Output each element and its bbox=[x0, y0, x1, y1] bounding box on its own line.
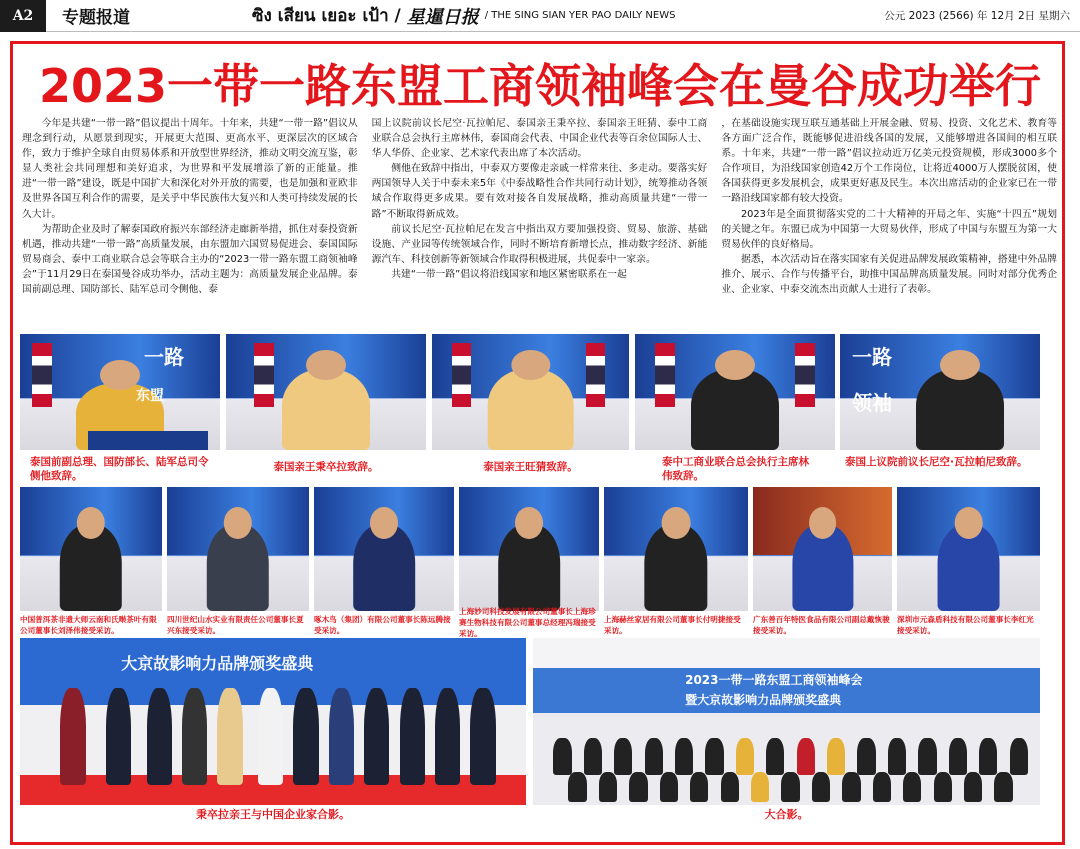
page-number: A2 bbox=[0, 0, 46, 32]
photo-caption: 泰国前副总理、国防部长、陆军总司令侧他致辞。 bbox=[30, 456, 209, 482]
headline: 2023一带一路东盟工商领袖峰会在曼谷成功举行 bbox=[38, 59, 1042, 113]
masthead bbox=[0, 0, 1080, 32]
paragraph: 共建“一带一路”倡议将沿线国家和地区紧密联系在一起 bbox=[391, 268, 627, 280]
article-body bbox=[22, 116, 1057, 328]
photo-caption: 泰中工商业联合总会执行主席林伟致辞。 bbox=[662, 456, 809, 482]
photo-group-prince bbox=[20, 638, 526, 805]
photo-caption: 中国普洱茶非遗大师云南和氏啭茶叶有限公司董事长刘泽伟接受采访。 bbox=[20, 615, 157, 635]
photo-caption: 啄木鸟（集团）有限公司董事长陈远腾接受采访。 bbox=[314, 615, 451, 635]
photo-caption: 泰国亲王旺猜致辞。 bbox=[483, 461, 578, 473]
photo-caption: 泰国亲王秉卒拉致辞。 bbox=[273, 461, 379, 473]
backdrop-text: 大京故影响力品牌颁奖盛典 bbox=[121, 654, 314, 674]
paper-name-thai: ซิง เสียน เยอะ เป้า / bbox=[252, 6, 401, 26]
paper-name-chinese: 星暹日报 bbox=[406, 6, 479, 28]
paragraph: 据悉，本次活动旨在落实国家有关促进品牌发展政策精神，搭建中外品牌推介、展示、合作与传播平台，助推中国品牌高质量发展。同时对部分优秀企业、企业家、中泰交流杰出贡献人士进行了表彰。 bbox=[721, 253, 1058, 296]
backdrop-text: 一路 bbox=[144, 344, 184, 369]
photo-caption: 广东善百年特医食品有限公司副总戴恢骏接受采访。 bbox=[753, 615, 890, 635]
backdrop-text: 一路 bbox=[852, 344, 892, 369]
backdrop-text: 2023一带一路东盟工商领袖峰会 bbox=[685, 673, 863, 688]
photo-caption: 秉卒拉亲王与中国企业家合影。 bbox=[196, 808, 350, 821]
photo-caption: 深圳市元森盾科技有限公司董事长李红光接受采访。 bbox=[897, 615, 1034, 635]
article-column-2 bbox=[372, 116, 708, 328]
paragraph: 2023年是全面贯彻落实党的二十大精神的开局之年、实施“十四五”规划的关键之年。东盟已成为中国第一大贸易伙伴，形成了中国与东盟互为第一大贸易伙伴的良好格局。 bbox=[721, 208, 1058, 250]
paper-name bbox=[252, 2, 675, 29]
photo-speaker bbox=[432, 334, 629, 450]
paragraph: 为帮助企业及时了解泰国政府振兴东部经济走廊新举措，抓住对泰投资新机遇，推动共建“一带一路”高质量发展，由东盟加六国贸易促进会、泰国国际贸易商会、泰中工商业联合总会等联合主办的“2023一带一路东盟工商领袖峰会”于11月29日在泰国曼谷成功举办，活动主题为：高质量发展企业品牌。泰国前副总理、国防部长、陆军总司令侧他、泰 bbox=[22, 223, 358, 296]
photo-caption: 泰国上议院前议长尼空·瓦拉帕尼致辞。 bbox=[845, 456, 1028, 468]
backdrop-text: 东盟 bbox=[136, 388, 164, 405]
backdrop-text: 领袖 bbox=[852, 391, 892, 416]
paragraph: 前议长尼空·瓦拉帕尼在发言中指出双方要加强投资、贸易、旅游、基础设施、产业园等传统领域合作，同时不断培育新增长点，推动数字经济、新能源汽车、科技创新等新领域合作取得积极进展，共促泰中一家亲。 bbox=[371, 223, 708, 265]
backdrop-text: 暨大京故影响力品牌颁奖盛典 bbox=[685, 693, 842, 708]
paragraph: ，在基础设施实现互联互通基础上开展金融、贸易、投资、文化艺术、教育等各方面广泛合作，既能够促进沿线各国的发展，又能够增进各国间的相互联系。十年来，共建“一带一路”倡议拉动近万亿美元投资规模，形成3000多个合作项目，为沿线国家创造42万个工作岗位，让将近4000万人摆脱贫困，使各国获得更多发展机会，成果更好惠及民生。本次出席活动的企业家已在一带一路沿线国家都有较大投资。 bbox=[721, 118, 1058, 205]
photo-interview bbox=[459, 487, 599, 611]
photo-interview bbox=[167, 487, 309, 611]
photo-interview bbox=[20, 487, 162, 611]
paper-name-english: / THE SING SIAN YER PAO DAILY NEWS bbox=[484, 10, 676, 21]
photo-speaker bbox=[840, 334, 1040, 450]
section-title: 专题报道 bbox=[62, 8, 130, 28]
photo-interview bbox=[604, 487, 748, 611]
photo-speaker bbox=[226, 334, 426, 450]
photo-caption: 上海赫丝家居有限公司董事长付明捷接受采访。 bbox=[604, 615, 741, 635]
article-column-3 bbox=[721, 116, 1057, 328]
photo-speaker bbox=[20, 334, 220, 450]
photo-interview bbox=[753, 487, 892, 611]
paragraph: 今年是共建“一带一路”倡议提出十周年。十年来，共建“一带一路”倡议从理念到行动，从愿景到现实，开展更大范围、更高水平、更深层次的区域合作，致力于维护全球自由贸易体系和开放型世界经济，推动文明交流互鉴，彰显人类社会共同理想和美好追求，为世界和平发展增添了新的正能量。推进“一带一路”建设，既是中国扩大和深化对外开放的需要，也是加强和亚欧非及世界各国互利合作的需要，是关乎中华民族伟大复兴和人类可持续发展的长久大计。 bbox=[22, 118, 358, 220]
photo-caption: 上海妙司科技发展有限公司董事长上海珍赛生物科技有限公司董事总经理冯瑞接受采访。 bbox=[459, 607, 596, 638]
photo-caption: 大合影。 bbox=[764, 808, 809, 821]
article-column-1 bbox=[22, 116, 358, 328]
photo-speaker bbox=[635, 334, 835, 450]
issue-date: 公元 2023 (2566) 年 12月 2日 星期六 bbox=[884, 10, 1070, 22]
photo-interview bbox=[314, 487, 454, 611]
photo-group-all bbox=[533, 638, 1040, 805]
paragraph: 侧他在致辞中指出，中泰双方要像走亲戚一样常来往、多走动。要落实好两国领导人关于中泰未来5年《中泰战略性合作共同行动计划》，统筹推动各领域合作取得更多成果。要有效对接各自发展战略，推动高质量共建“一带一路”不断取得新成效。 bbox=[371, 163, 708, 220]
paragraph: 国上议院前议长尼空·瓦拉帕尼、泰国亲王秉卒拉、泰国亲王旺猜、泰中工商业联合总会执行主席林伟，泰国商会代表、中国企业代表等百余位国际人士、华人华侨、企业家、艺术家代表出席了本次活动。 bbox=[371, 118, 708, 160]
photo-interview bbox=[897, 487, 1040, 611]
photo-caption: 四川世纪山水实业有限责任公司董事长夏兴东接受采访。 bbox=[167, 615, 304, 635]
